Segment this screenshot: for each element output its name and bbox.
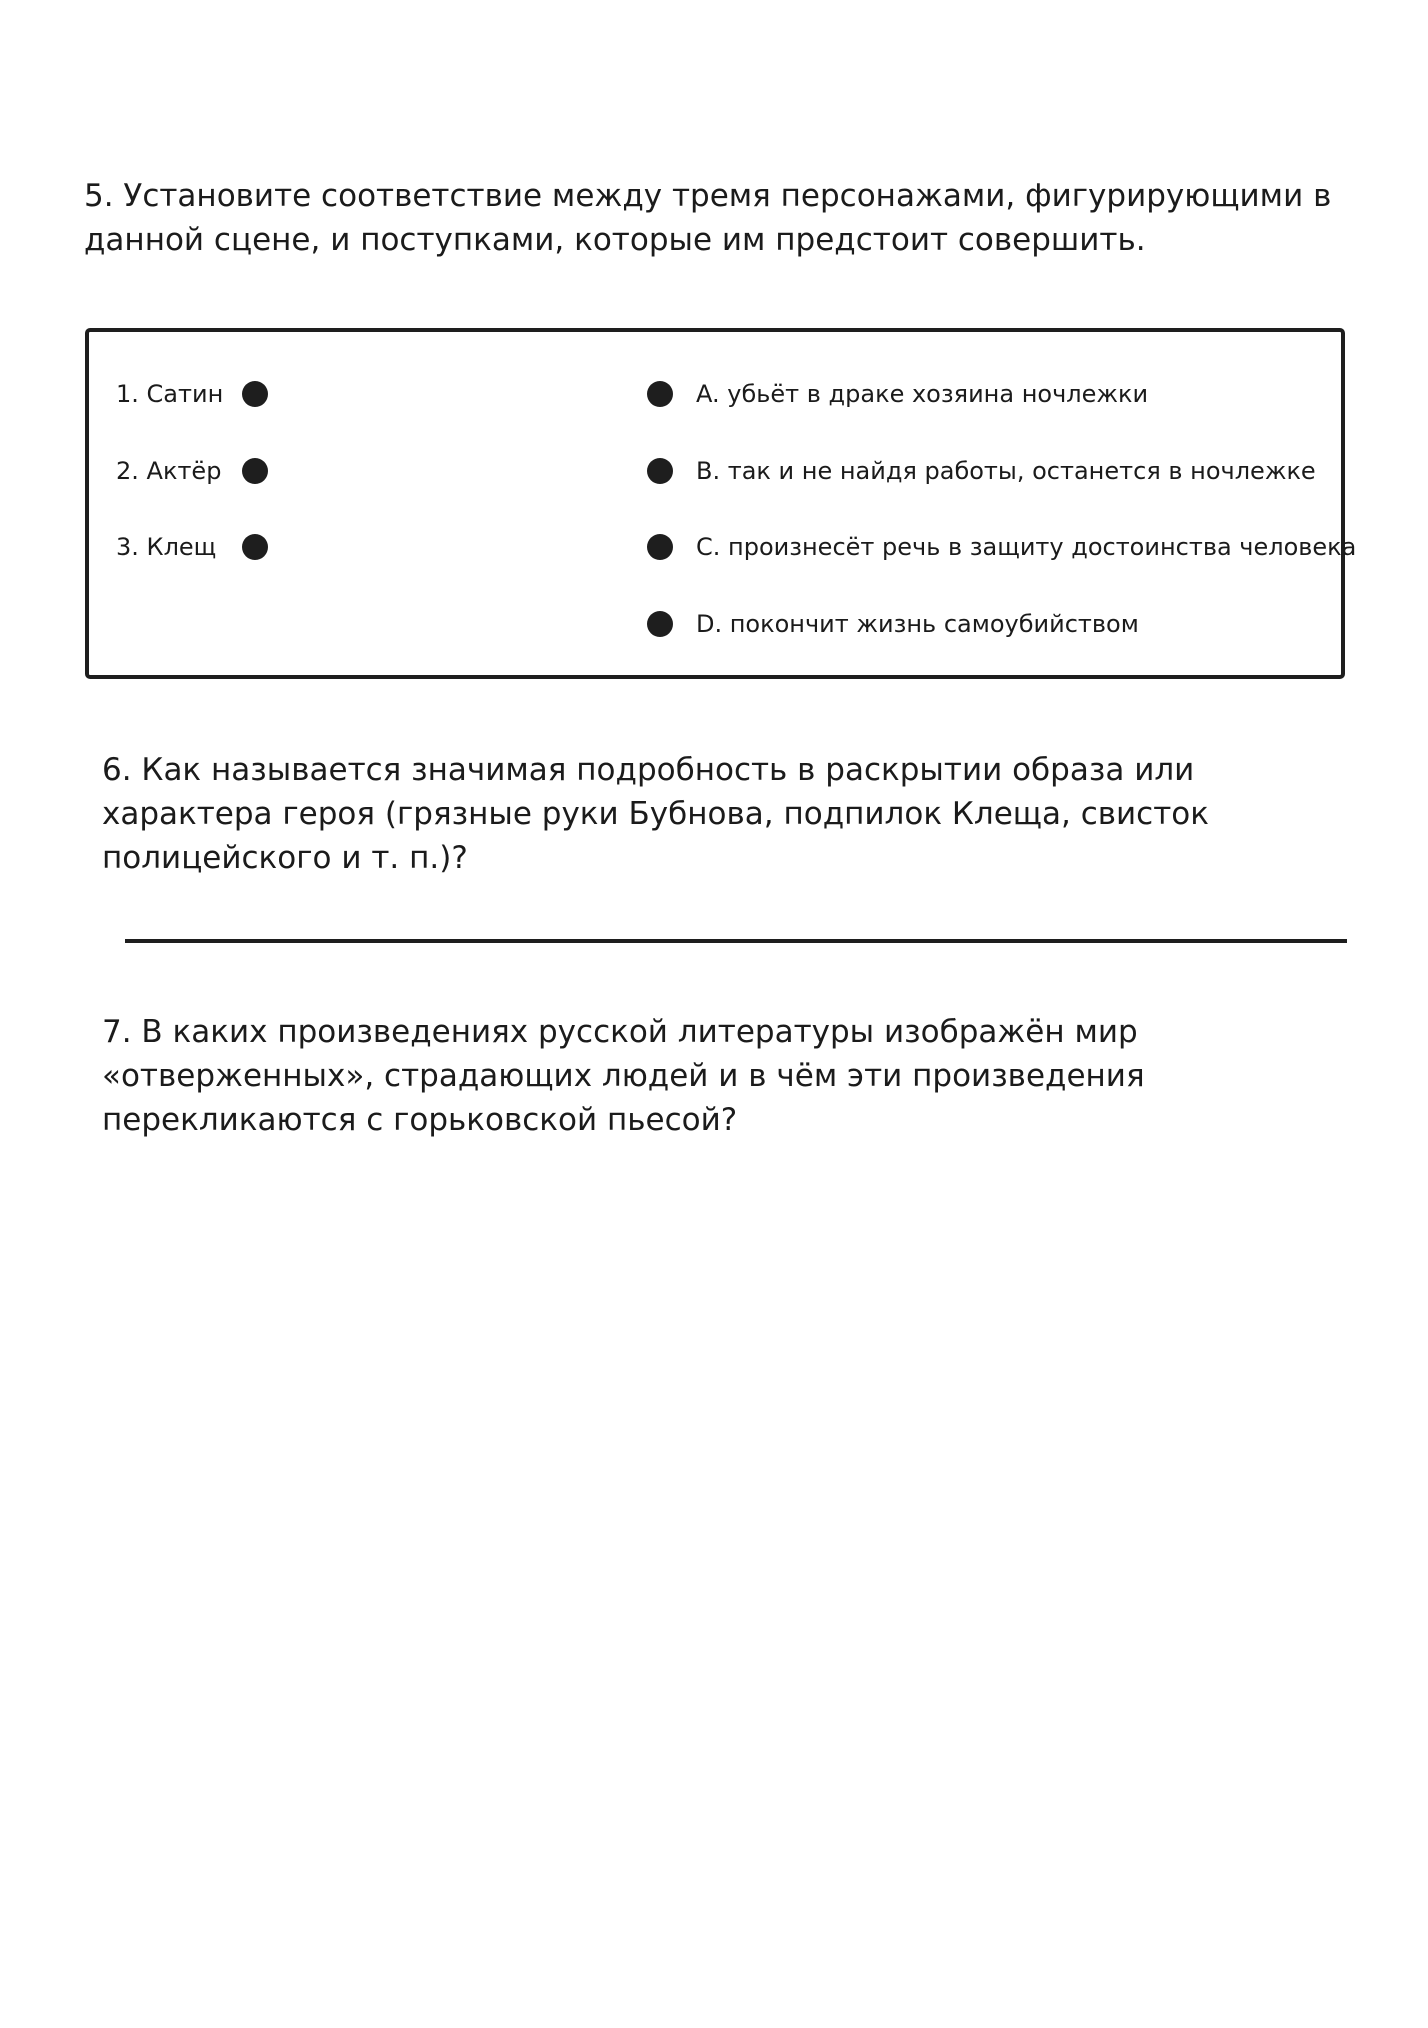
character-row — [89, 451, 289, 491]
character-connector-dot[interactable] — [242, 534, 268, 560]
action-label: C. произнесёт речь в защиту достоинства человека — [696, 533, 1357, 561]
question-5-line: данной сцене, и поступками, которые им предстоит совершить. — [84, 222, 1146, 258]
action-connector-dot[interactable] — [647, 611, 673, 637]
action-row — [647, 604, 1337, 644]
action-label: B. так и не найдя работы, останется в ночлежке — [696, 457, 1316, 485]
character-label: 2. Актёр — [116, 457, 222, 485]
character-connector-dot[interactable] — [242, 458, 268, 484]
action-row — [647, 374, 1337, 414]
character-row — [89, 374, 289, 414]
question-5-line: 5. Установите соответствие между тремя персонажами, фигурирующими в — [84, 178, 1332, 214]
character-row — [89, 527, 289, 567]
question-6-line: характера героя (грязные руки Бубнова, подпилок Клеща, свисток — [102, 796, 1209, 832]
question-6 — [102, 748, 1209, 880]
question-7-line: 7. В каких произведениях русской литературы изображён мир — [102, 1014, 1138, 1050]
question-5 — [84, 174, 1331, 262]
question-6-line: 6. Как называется значимая подробность в раскрытии образа или — [102, 752, 1195, 788]
question-7 — [102, 1010, 1145, 1142]
character-connector-dot[interactable] — [242, 381, 268, 407]
action-label: A. убьёт в драке хозяина ночлежки — [696, 380, 1149, 408]
action-connector-dot[interactable] — [647, 534, 673, 560]
action-connector-dot[interactable] — [647, 458, 673, 484]
question-7-line: «отверженных», страдающих людей и в чём эти произведения — [102, 1058, 1145, 1094]
matching-box — [85, 328, 1357, 679]
action-connector-dot[interactable] — [647, 381, 673, 407]
action-row — [647, 527, 1357, 567]
action-row — [647, 451, 1337, 491]
answer-line[interactable] — [125, 939, 1347, 943]
question-7-line: перекликаются с горьковской пьесой? — [102, 1102, 738, 1138]
question-6-line: полицейского и т. п.)? — [102, 840, 468, 876]
action-label: D. покончит жизнь самоубийством — [696, 610, 1139, 638]
character-label: 3. Клещ — [116, 533, 217, 561]
character-label: 1. Сатин — [116, 380, 224, 408]
